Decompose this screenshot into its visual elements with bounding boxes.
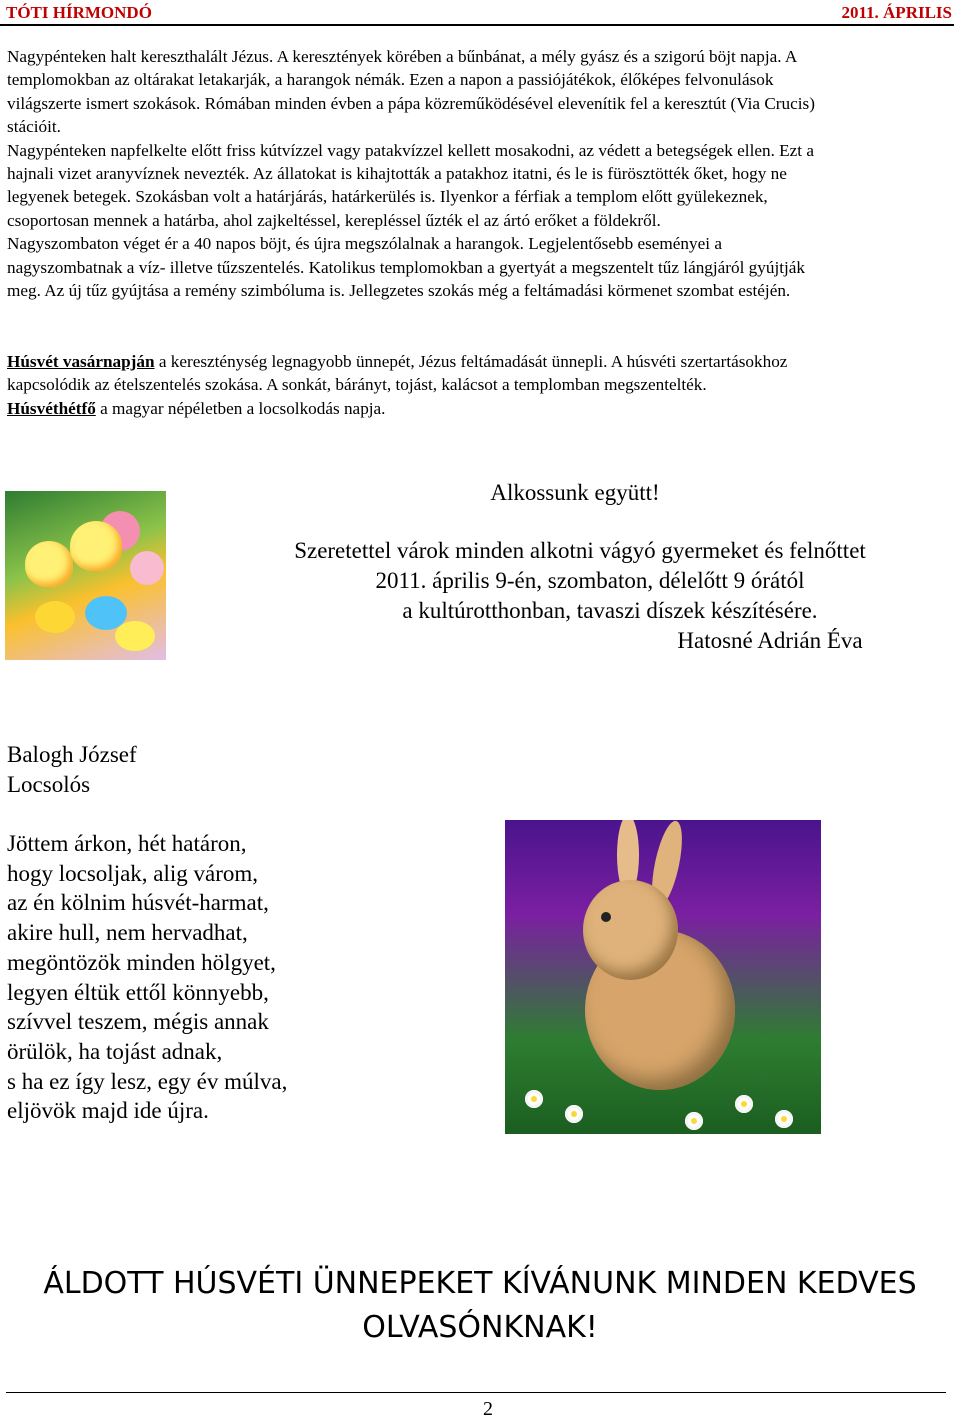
bunny-photo: [505, 820, 821, 1134]
text-segment: a magyar népéletben a locsolkodás napja.: [95, 398, 386, 418]
text-line: Nagypénteken napfelkelte előtt friss kútvízzel vagy patakvízzel kellett mosakodni, az védett a betegségek ellen. Ezt a: [7, 140, 815, 160]
poem-title: Locsolós: [7, 772, 91, 797]
easter-sunday-term: Húsvét vasárnapján: [7, 352, 155, 371]
text-line: világszerte ismert szokások. Rómában minden évben a pápa közreműködésével elevenítik fel a keresztút (Via Crucis): [7, 93, 815, 113]
newsletter-title: TÓTI HÍRMONDÓ: [6, 3, 152, 22]
poem-line: eljövök majd ide újra.: [7, 1098, 209, 1124]
page-number: 2: [483, 1398, 493, 1420]
poem-line: akire hull, nem hervadhat,: [7, 920, 248, 946]
text-line: [7, 350, 955, 373]
easter-wish-line: OLVASÓNKNAK!: [362, 1310, 598, 1345]
announcement-line: 2011. április 9-én, szombaton, délelőtt 9 órától: [375, 568, 805, 593]
daisy-shape: [685, 1112, 703, 1130]
bunny-head-shape: [583, 880, 678, 980]
announcement-line: a kultúrotthonban, tavaszi díszek készítésére.: [402, 598, 818, 623]
issue-date: 2011. ÁPRILIS: [841, 3, 952, 22]
announcement-title: Alkossunk együtt!: [490, 480, 660, 505]
page-header: [0, 0, 954, 26]
easter-paragraph: [7, 350, 955, 420]
text-line: [7, 397, 955, 420]
text-line: hajnali vizet aranyvíznek nevezték. Az állatokat is kihajtották a patakhoz itatni, és le is fürösztötték őket, hogy ne: [7, 164, 787, 184]
chick-shape: [70, 521, 122, 571]
text-line: legyenek betegek. Szokásban volt a határjárás, határkerülés is. Ilyenkor a férfiak a templom előtt gyülekeznek,: [7, 187, 768, 207]
announcement-author: Hatosné Adrián Éva: [677, 628, 863, 653]
poem-text: [7, 829, 287, 1126]
text-line: nagyszombatnak a víz- illetve tűzszentelés. Katolikus templomokban a gyertyát a megszentelt tűz lángjáról gyújtják: [7, 257, 806, 277]
bunny-eye-shape: [601, 912, 611, 922]
text-line: templomokban az oltárakat letakarják, a harangok némák. Ezen a napon a passiójátékok, élőképes felvonulások: [7, 70, 774, 90]
poem-line: örülök, ha tojást adnak,: [7, 1038, 223, 1064]
poem-line: szívvel teszem, mégis annak: [7, 1009, 269, 1035]
daisy-shape: [735, 1095, 753, 1113]
poem-line: Jöttem árkon, hét határon,: [7, 831, 247, 856]
easter-monday-term: Húsvéthétfő: [7, 398, 96, 418]
announcement-line: Szeretettel várok minden alkotni vágyó gyermeket és felnőttet: [294, 538, 866, 563]
poem-line: s ha ez így lesz, egy év múlva,: [7, 1068, 288, 1094]
poem-author: Balogh József: [7, 742, 137, 767]
poem-header: [7, 740, 137, 800]
text-line: kapcsolódik az ételszentelés szokása. A sonkát, bárányt, tojást, kalácsot a templomban megszentelték.: [7, 375, 707, 395]
egg-shape: [35, 601, 75, 633]
easter-wish-line: ÁLDOTT HÚSVÉTI ÜNNEPEKET KÍVÁNUNK MINDEN KEDVES: [43, 1266, 917, 1301]
text-line: stációit.: [7, 117, 61, 137]
flower-shape: [130, 551, 164, 585]
daisy-shape: [565, 1105, 583, 1123]
good-friday-paragraph: [7, 45, 955, 302]
daisy-shape: [775, 1110, 793, 1128]
text-line: csoportosan mennek a határba, ahol zajkeltéssel, kerepléssel űzték el az ártó erőket a földekről.: [7, 210, 661, 230]
text-line: meg. Az új tűz gyújtása a remény szimbóluma is. Jellegzetes szokás még a feltámadási körmenet szombat estéjén.: [7, 281, 791, 301]
text-segment: a kereszténység legnagyobb ünnepét, Jézus feltámadását ünnepli. A húsvéti szertartásokhoz: [154, 352, 788, 371]
poem-line: hogy locsoljak, alig várom,: [7, 860, 259, 886]
egg-shape: [115, 621, 155, 651]
daisy-shape: [525, 1090, 543, 1108]
text-line: Nagypénteken halt kereszthalált Jézus. A keresztények körében a bűnbánat, a mély gyász és a szigorú böjt napja. A: [7, 47, 798, 66]
footer-divider: [6, 1392, 946, 1393]
poem-line: az én kölnim húsvét-harmat,: [7, 890, 269, 916]
poem-line: legyen éltük ettől könnyebb,: [7, 979, 269, 1005]
poem-line: megöntözök minden hölgyet,: [7, 949, 276, 975]
chick-shape: [25, 541, 73, 587]
text-line: Nagyszombaton véget ér a 40 napos böjt, és újra megszólalnak a harangok. Legjelentősebb eseményei a: [7, 234, 722, 254]
chicks-photo: [5, 491, 166, 660]
